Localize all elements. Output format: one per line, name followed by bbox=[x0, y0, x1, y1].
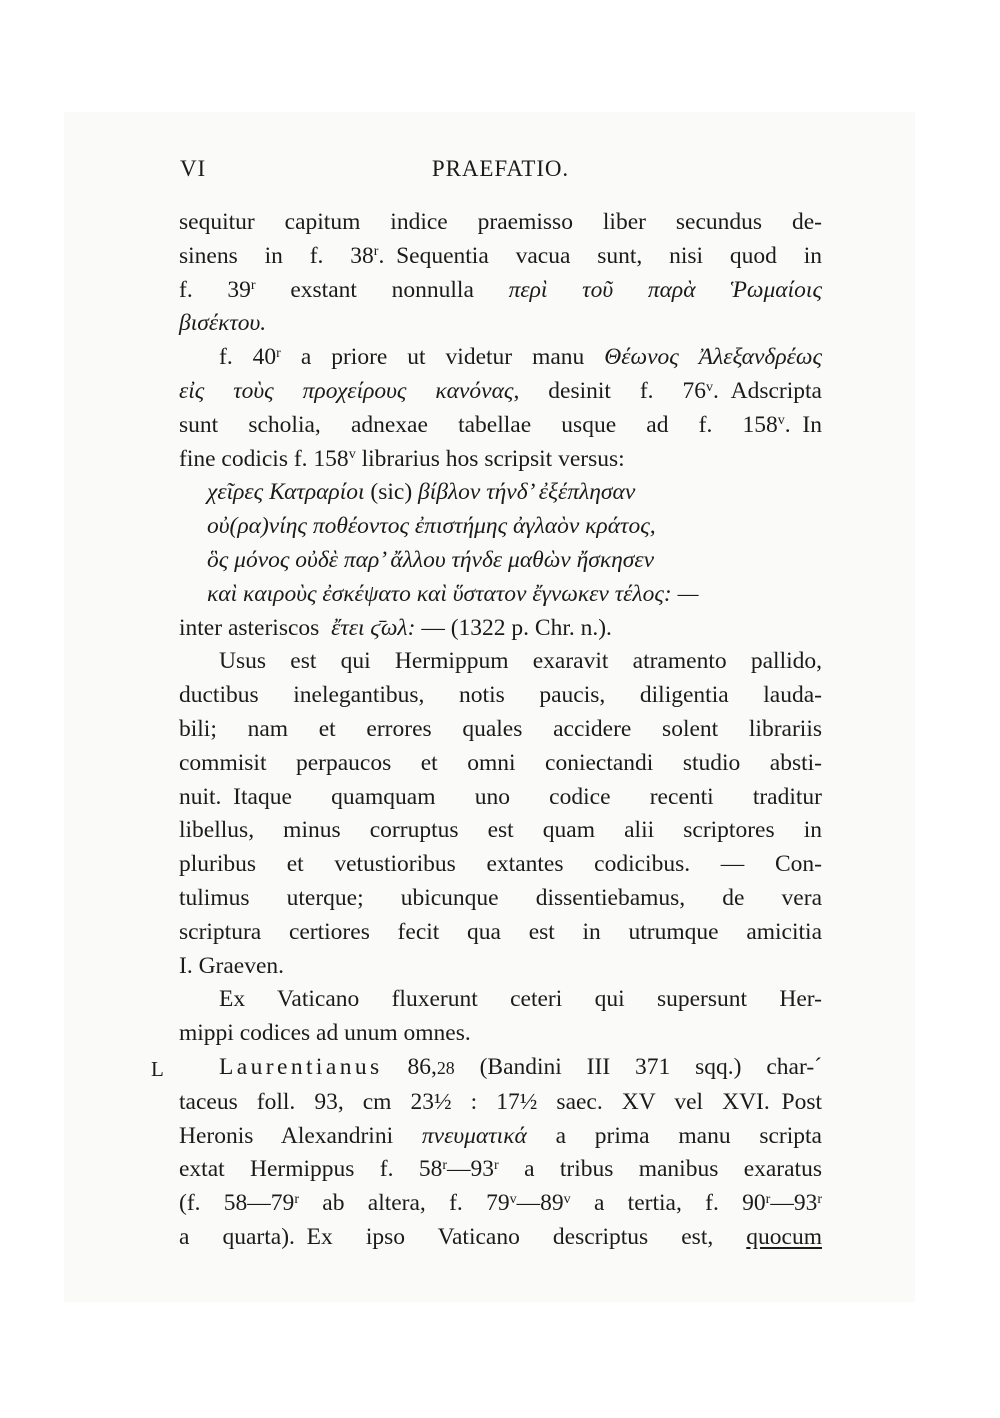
text-block bbox=[151, 206, 823, 1255]
text-segment: commisit perpaucos et omni coniectandi studio absti- bbox=[179, 749, 822, 776]
text-segment: sequitur capitum indice praemisso liber secundus de- bbox=[179, 209, 822, 235]
text-segment: fine codicis f. 158 bbox=[179, 445, 349, 472]
text-segment: nuit. Itaque quamquam uno codice recenti traditur bbox=[179, 783, 822, 810]
text-segment: βίβλον τήνδ’ ἐξέπλησαν bbox=[418, 479, 636, 506]
text-line bbox=[179, 1120, 822, 1154]
text-line bbox=[179, 950, 822, 984]
text-segment: I. Graeven. bbox=[179, 952, 285, 979]
text-segment: (sic) bbox=[370, 479, 419, 506]
text-segment: ductibus inelegantibus, notis paucis, diligentia lauda- bbox=[179, 682, 822, 709]
text-segment: a tribus manibus exaratus bbox=[498, 1156, 822, 1183]
text-segment: r bbox=[765, 1190, 771, 1207]
text-segment: extat Hermippus f. 58 bbox=[179, 1156, 443, 1183]
text-segment: v bbox=[777, 412, 785, 429]
text-segment: Ex Vaticano fluxerunt ceteri qui supersunt Her- bbox=[219, 986, 822, 1013]
text-line bbox=[179, 240, 822, 274]
text-segment: . Adscripta bbox=[713, 377, 822, 404]
margin-siglum: L bbox=[151, 1056, 164, 1081]
text-segment: a priore ut videtur manu bbox=[280, 344, 605, 371]
text-segment: r bbox=[442, 1156, 448, 1173]
running-header bbox=[179, 156, 822, 186]
text-segment: r bbox=[276, 344, 281, 361]
text-line bbox=[179, 713, 822, 747]
text-line bbox=[179, 443, 822, 477]
text-line bbox=[179, 1187, 822, 1221]
text-segment: Usus est qui Hermippum exaravit atramento pallido, bbox=[219, 648, 822, 675]
text-segment: ab altera, f. 79 bbox=[299, 1190, 510, 1217]
text-segment: Θέωνος Ἀλεξανδρέως bbox=[604, 344, 822, 371]
text-line bbox=[179, 814, 822, 848]
text-segment: 28 bbox=[436, 1057, 455, 1078]
text-segment: r bbox=[373, 243, 379, 260]
text-segment: (Bandini III 371 sqq.) char-´ bbox=[454, 1053, 822, 1080]
text-line bbox=[179, 645, 822, 679]
text-line bbox=[179, 916, 822, 950]
text-segment: v bbox=[563, 1190, 571, 1207]
text-line bbox=[179, 1017, 822, 1051]
text-segment: librarius hos scripsit versus: bbox=[355, 445, 625, 472]
text-segment: εἰς τοὺς προχείρους κανόνας bbox=[179, 377, 514, 404]
text-segment: f. 39 bbox=[179, 276, 251, 303]
text-segment: v bbox=[509, 1190, 517, 1207]
text-line bbox=[179, 781, 822, 815]
text-segment: exstant nonnulla bbox=[255, 276, 509, 303]
text-line bbox=[179, 612, 822, 646]
text-segment: —89 bbox=[516, 1190, 564, 1217]
text-segment: f. 40 bbox=[219, 344, 277, 371]
text-segment: 86, bbox=[382, 1053, 437, 1080]
text-segment: χεῖρες Κατραρίοι bbox=[207, 479, 371, 506]
text-segment: —93 bbox=[770, 1190, 818, 1217]
text-line bbox=[179, 206, 822, 240]
text-line bbox=[179, 274, 822, 308]
text-segment: r bbox=[817, 1190, 823, 1207]
text-segment: mippi codices ad unum omnes. bbox=[179, 1020, 471, 1047]
text-segment: a prima manu scripta bbox=[526, 1122, 822, 1149]
text-segment: sunt scholia, adnexae tabellae usque ad f. 158 bbox=[179, 411, 778, 438]
text-segment: Laurentianus bbox=[219, 1053, 383, 1080]
text-segment: tulimus uterque; ubicunque dissentiebamus, de vera bbox=[179, 884, 822, 911]
text-segment: οὐ(ρα)νίης ποθέοντος ἐπιστήμης ἀγλαὸν κράτος, bbox=[207, 513, 656, 540]
text-line bbox=[179, 679, 822, 713]
text-line bbox=[151, 1051, 822, 1086]
text-line bbox=[179, 848, 822, 882]
text-line bbox=[179, 510, 822, 544]
text-segment: scriptura certiores fecit qua est in utrumque amicitia bbox=[179, 918, 822, 945]
text-segment: —93 bbox=[447, 1156, 495, 1183]
text-segment: libellus, minus corruptus est quam alii scriptores in bbox=[179, 817, 822, 844]
text-segment: ὃς μόνος οὐδὲ παρ’ ἄλλου τήνδε μαθὼν ἤσκησεν bbox=[207, 546, 655, 573]
text-line bbox=[179, 578, 822, 612]
text-line bbox=[179, 476, 822, 510]
text-segment: καὶ καιροὺς ἐσκέψατο καὶ ὕστατον ἔγνωκεν τέλος: — bbox=[207, 580, 699, 607]
text-line bbox=[179, 375, 822, 409]
text-segment: περὶ τοῦ παρὰ Ῥωμαίοις bbox=[508, 276, 822, 303]
text-segment: a quarta). Ex ipso Vaticano descriptus est, bbox=[179, 1223, 747, 1250]
text-segment: taceus foll. 93, cm 23½ : 17½ saec. XV vel XVI. Post bbox=[179, 1088, 822, 1115]
text-segment: r bbox=[250, 277, 256, 294]
text-segment: v bbox=[705, 378, 713, 395]
text-segment: (f. 58—79 bbox=[179, 1190, 295, 1217]
text-segment: pluribus et vetustioribus extantes codicibus. — Con- bbox=[179, 851, 822, 878]
text-line bbox=[179, 1221, 822, 1255]
text-segment: r bbox=[494, 1156, 499, 1173]
text-segment: quocum bbox=[746, 1223, 822, 1250]
text-segment: Heronis Alexandrini bbox=[179, 1122, 422, 1149]
text-segment: a tertia, f. 90 bbox=[570, 1190, 766, 1217]
text-segment: inter asteriscos bbox=[179, 614, 332, 641]
text-line bbox=[179, 307, 822, 341]
text-line bbox=[179, 409, 822, 443]
page-number: VI bbox=[180, 156, 207, 181]
text-segment: bili; nam et errores quales accidere solent librariis bbox=[179, 715, 822, 742]
text-segment: . In bbox=[784, 411, 822, 438]
text-segment: , desinit f. 76 bbox=[513, 377, 706, 404]
text-segment: — (1322 p. Chr. n.). bbox=[415, 614, 612, 641]
text-segment: πνευματικά bbox=[421, 1122, 527, 1149]
text-segment: βισέκτου. bbox=[179, 310, 267, 337]
text-line bbox=[179, 882, 822, 916]
text-line bbox=[179, 1153, 822, 1187]
text-segment: r bbox=[294, 1190, 300, 1207]
text-line bbox=[179, 983, 822, 1017]
text-segment: . Sequentia vacua sunt, nisi quod in bbox=[378, 242, 822, 269]
text-line bbox=[179, 747, 822, 781]
text-line bbox=[179, 341, 822, 375]
text-line bbox=[179, 1086, 822, 1120]
running-title: PRAEFATIO. bbox=[431, 156, 570, 181]
text-segment: sinens in f. 38 bbox=[179, 242, 374, 269]
text-line bbox=[179, 544, 822, 578]
text-segment: v bbox=[348, 446, 356, 463]
text-segment: ἔτει ϛ̄ωλ: bbox=[331, 614, 416, 641]
